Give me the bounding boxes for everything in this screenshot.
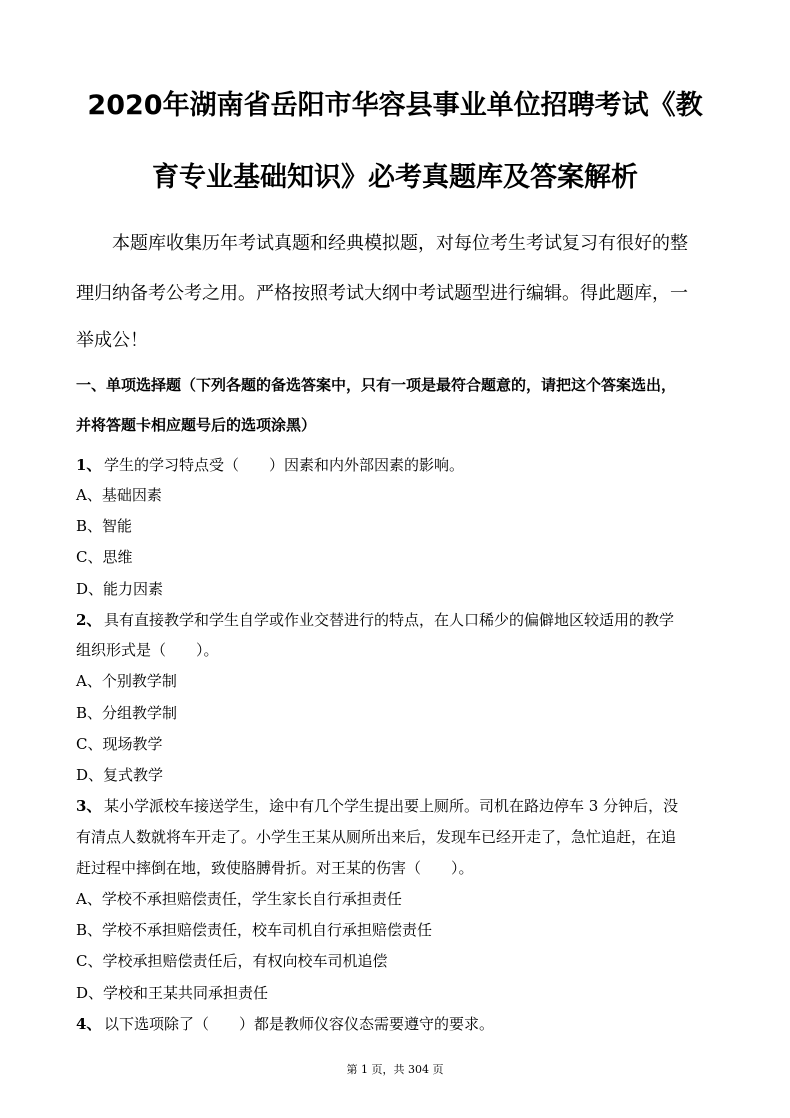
- option: D、学校和王某共同承担责任: [76, 984, 269, 1002]
- intro-line-1: 本题库收集历年考试真题和经典模拟题，对每位考生考试复习有很好的整: [112, 233, 688, 254]
- option: D、复式教学: [76, 766, 164, 784]
- question-text-continued: 赶过程中摔倒在地，致使胳膊骨折。对王某的伤害（ ）。: [76, 859, 474, 877]
- option: D、能力因素: [76, 580, 164, 598]
- option: C、学校承担赔偿责任后，有权向校车司机追偿: [76, 952, 388, 970]
- document-title-line-2: 育专业基础知识》必考真题库及答案解析: [152, 162, 638, 193]
- option: B、智能: [76, 517, 133, 535]
- question-4: [76, 1013, 716, 1035]
- question-text-continued: 有清点人数就将车开走了。小学生王某从厕所出来后，发现车已经开走了，急忙追赶，在追: [76, 828, 677, 846]
- option: B、分组教学制: [76, 704, 178, 722]
- question-number: 1、: [76, 456, 102, 474]
- intro-line-2: 理归纳备考公考之用。严格按照考试大纲中考试题型进行编辑。得此题库，一: [76, 283, 688, 304]
- question-text: 以下选项除了（ ）都是教师仪容仪态需要遵守的要求。: [104, 1015, 495, 1033]
- question-text: 某小学派校车接送学生，途中有几个学生提出要上厕所。司机在路边停车 3 分钟后，没: [104, 797, 679, 815]
- intro-line-3: 举成公！: [76, 330, 148, 351]
- option: C、思维: [76, 548, 133, 566]
- question-text: 具有直接教学和学生自学或作业交替进行的特点，在人口稀少的偏僻地区较适用的教学: [104, 611, 675, 629]
- section-heading-line-1: 一、单项选择题（下列各题的备选答案中，只有一项是最符合题意的，请把这个答案选出，: [76, 376, 677, 394]
- page-footer: 第 1 页，共 304 页: [346, 1063, 444, 1076]
- option: A、基础因素: [76, 486, 162, 504]
- option: B、学校不承担赔偿责任，校车司机自行承担赔偿责任: [76, 921, 433, 939]
- option: A、个别教学制: [76, 672, 177, 690]
- question-text: 学生的学习特点受（ ）因素和内外部因素的影响。: [104, 456, 465, 474]
- question-number: 3、: [76, 797, 102, 815]
- question-number: 2、: [76, 611, 102, 629]
- question-2: [76, 609, 716, 631]
- question-3: [76, 795, 716, 817]
- option: A、学校不承担赔偿责任，学生家长自行承担责任: [76, 890, 402, 908]
- question-number: 4、: [76, 1015, 102, 1033]
- document-title-line-1: 2020年湖南省岳阳市华容县事业单位招聘考试《教: [87, 90, 703, 121]
- question-1: [76, 454, 716, 476]
- option: C、现场教学: [76, 735, 163, 753]
- question-text-continued: 组织形式是（ ）。: [76, 641, 219, 659]
- section-heading-line-2: 并将答题卡相应题号后的选项涂黑）: [76, 416, 317, 434]
